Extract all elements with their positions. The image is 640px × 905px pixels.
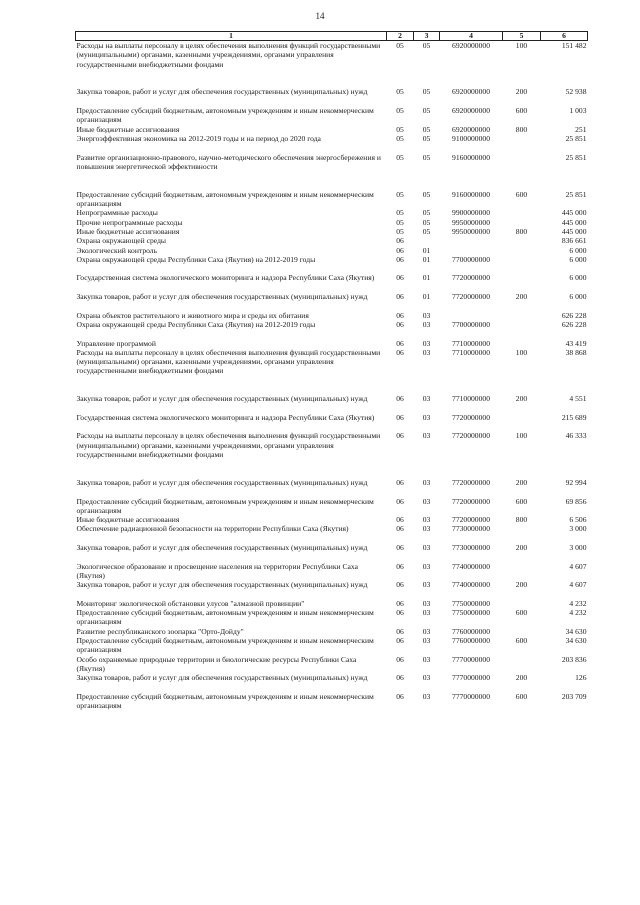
row-amount: 626 228 bbox=[561, 319, 587, 329]
row-subsection: 01 bbox=[422, 245, 431, 255]
row-target-code: 7770000000 bbox=[452, 654, 490, 664]
row-amount: 3 000 bbox=[569, 543, 587, 553]
row-section: 06 bbox=[396, 543, 404, 553]
row-subsection: 03 bbox=[422, 608, 431, 618]
row-expense-type bbox=[503, 273, 541, 292]
row-name: Иные бюджетные ассигнования bbox=[76, 515, 180, 525]
row-spacer bbox=[76, 459, 588, 478]
table-row bbox=[76, 320, 588, 329]
row-amount: 43 419 bbox=[565, 338, 587, 348]
row-expense-type bbox=[503, 208, 541, 217]
row-target-code bbox=[440, 236, 503, 245]
row-target-code: 7720000000 bbox=[452, 412, 490, 422]
row-amount: 34 630 bbox=[565, 636, 587, 645]
row-amount: 69 856 bbox=[565, 496, 587, 506]
row-amount: 151 482 bbox=[561, 41, 587, 50]
row-subsection: 03 bbox=[422, 580, 431, 590]
row-expense-type bbox=[503, 255, 541, 264]
row-spacer bbox=[76, 171, 588, 190]
row-target-code: 7720000000 bbox=[452, 431, 490, 441]
row-subsection: 01 bbox=[422, 273, 431, 283]
row-section: 06 bbox=[396, 319, 404, 329]
row-amount: 25 851 bbox=[565, 152, 587, 162]
row-subsection: 05 bbox=[422, 226, 431, 236]
row-expense-type: 200 bbox=[515, 477, 528, 487]
row-target-code: 7720000000 bbox=[452, 273, 490, 283]
row-subsection: 03 bbox=[422, 412, 431, 422]
budget-table bbox=[75, 31, 588, 710]
row-amount: 203 836 bbox=[561, 654, 587, 664]
table-row bbox=[76, 599, 588, 608]
row-name: Иные бюджетные ассигнования bbox=[76, 226, 180, 236]
row-subsection: 03 bbox=[422, 654, 431, 664]
row-amount: 52 938 bbox=[565, 87, 587, 97]
table-row bbox=[76, 580, 588, 599]
row-spacer bbox=[76, 69, 588, 88]
row-expense-type bbox=[503, 562, 541, 581]
row-name: Предоставление субсидий бюджетным, автономным учреждениям и иным некоммерческим организациям bbox=[76, 496, 374, 515]
row-expense-type bbox=[503, 134, 541, 143]
row-section: 05 bbox=[396, 152, 404, 162]
row-subsection: 05 bbox=[422, 217, 431, 227]
row-section: 06 bbox=[396, 310, 404, 320]
table-row bbox=[76, 348, 588, 376]
row-section: 06 bbox=[396, 245, 404, 255]
row-amount: 4 232 bbox=[569, 608, 587, 618]
row-section: 06 bbox=[396, 580, 404, 590]
row-section: 06 bbox=[396, 412, 404, 422]
row-name: Предоставление субсидий бюджетным, автономным учреждениям и иным некоммерческим организациям bbox=[76, 608, 374, 627]
row-subsection: 03 bbox=[422, 310, 431, 320]
row-target-code: 7710000000 bbox=[452, 394, 490, 404]
row-target-code: 6920000000 bbox=[452, 124, 490, 134]
table-row bbox=[76, 636, 588, 655]
row-section: 06 bbox=[396, 236, 404, 246]
row-expense-type: 100 bbox=[515, 41, 528, 50]
row-name: Прочие непрограммные расходы bbox=[76, 217, 183, 227]
row-expense-type bbox=[503, 413, 541, 432]
row-section: 05 bbox=[396, 217, 404, 227]
row-expense-type: 600 bbox=[515, 636, 528, 645]
row-expense-type: 600 bbox=[515, 496, 528, 506]
row-amount: 38 868 bbox=[565, 347, 587, 357]
row-section: 05 bbox=[396, 124, 404, 134]
row-expense-type bbox=[503, 655, 541, 674]
row-section: 05 bbox=[396, 41, 404, 50]
row-amount: 34 630 bbox=[565, 626, 587, 636]
row-section: 06 bbox=[396, 292, 404, 302]
row-expense-type bbox=[503, 236, 541, 245]
row-expense-type: 600 bbox=[515, 608, 528, 618]
table-row bbox=[76, 106, 588, 125]
row-target-code: 9160000000 bbox=[452, 152, 490, 162]
row-section: 06 bbox=[396, 654, 404, 664]
row-amount: 4 607 bbox=[569, 580, 587, 590]
row-amount: 445 000 bbox=[561, 208, 587, 218]
row-target-code: 7720000000 bbox=[452, 496, 490, 506]
row-name: Охрана окружающей среды bbox=[76, 236, 167, 246]
table-row bbox=[76, 673, 588, 692]
table-row bbox=[76, 515, 588, 524]
row-target-code: 7710000000 bbox=[452, 338, 490, 348]
row-section: 06 bbox=[396, 254, 404, 264]
row-section: 06 bbox=[396, 477, 404, 487]
row-name: Закупка товаров, работ и услуг для обеспечения государственных (муниципальных) нужд bbox=[76, 580, 368, 590]
row-name: Расходы на выплаты персоналу в целях обеспечения выполнения функций государственными (муниципальными) органами, казенными учреждениями, органами управления государственными внебюджетными фондами bbox=[76, 431, 381, 460]
table-row bbox=[76, 413, 588, 432]
table-row bbox=[76, 311, 588, 320]
row-target-code: 7720000000 bbox=[452, 515, 490, 525]
row-amount: 126 bbox=[575, 673, 587, 683]
row-spacer bbox=[76, 329, 588, 338]
row-name: Обеспечение радиационной безопасности на территории Республики Саха (Якутия) bbox=[76, 524, 349, 534]
table-row bbox=[76, 478, 588, 497]
column-header-subsection: 3 bbox=[414, 32, 440, 41]
row-expense-type bbox=[503, 218, 541, 227]
row-target-code: 9160000000 bbox=[452, 189, 490, 199]
row-expense-type: 600 bbox=[515, 106, 528, 116]
row-subsection: 03 bbox=[422, 543, 431, 553]
table-row bbox=[76, 190, 588, 209]
row-target-code: 7730000000 bbox=[452, 524, 490, 534]
row-target-code: 7760000000 bbox=[452, 626, 490, 636]
row-section: 06 bbox=[396, 273, 404, 283]
row-name: Экологическое образование и просвещение населения на территории Республики Саха (Якутия) bbox=[76, 561, 358, 580]
row-section: 06 bbox=[396, 626, 404, 636]
row-amount: 445 000 bbox=[561, 226, 587, 236]
row-subsection: 05 bbox=[422, 152, 431, 162]
table-row bbox=[76, 339, 588, 348]
table-row bbox=[76, 41, 588, 69]
row-section: 06 bbox=[396, 347, 404, 357]
row-name: Предоставление субсидий бюджетным, автономным учреждениям и иным некоммерческим организациям bbox=[76, 636, 374, 655]
row-section: 05 bbox=[396, 226, 404, 236]
row-name: Особо охраняемые природные территории и биологические ресурсы Республики Саха (Якутия) bbox=[76, 654, 357, 673]
column-header-target-code: 4 bbox=[440, 32, 503, 41]
row-expense-type: 600 bbox=[515, 691, 528, 701]
row-amount: 4 551 bbox=[569, 394, 587, 404]
row-spacer bbox=[76, 264, 588, 273]
row-amount: 25 851 bbox=[565, 189, 587, 199]
table-row bbox=[76, 87, 588, 106]
row-section: 06 bbox=[396, 561, 404, 571]
row-subsection: 03 bbox=[422, 515, 431, 525]
column-header-expense-type: 5 bbox=[503, 32, 541, 41]
row-subsection: 03 bbox=[422, 598, 431, 608]
row-subsection: 03 bbox=[422, 338, 431, 348]
row-subsection: 03 bbox=[422, 691, 431, 701]
row-amount: 6 000 bbox=[569, 254, 587, 264]
row-name: Предоставление субсидий бюджетным, автономным учреждениям и иным некоммерческим организациям bbox=[76, 106, 374, 125]
column-header-section: 2 bbox=[387, 32, 414, 41]
row-subsection: 05 bbox=[422, 124, 431, 134]
table-row bbox=[76, 608, 588, 627]
table-row bbox=[76, 524, 588, 543]
row-expense-type: 200 bbox=[515, 673, 528, 683]
row-amount: 6 000 bbox=[569, 292, 587, 302]
row-target-code: 7720000000 bbox=[452, 477, 490, 487]
table-row bbox=[76, 208, 588, 217]
row-expense-type bbox=[503, 311, 541, 320]
row-expense-type bbox=[503, 524, 541, 543]
row-expense-type bbox=[503, 153, 541, 172]
row-subsection: 03 bbox=[422, 524, 431, 534]
row-name: Закупка товаров, работ и услуг для обеспечения государственных (муниципальных) нужд bbox=[76, 394, 368, 404]
row-name: Энергоэффективная экономика на 2012-2019 годы и на период до 2020 года bbox=[76, 133, 321, 143]
table-row bbox=[76, 236, 588, 245]
row-subsection: 03 bbox=[422, 477, 431, 487]
row-amount: 626 228 bbox=[561, 310, 587, 320]
row-subsection: 03 bbox=[422, 431, 431, 441]
row-name: Охрана окружающей среды Республики Саха (Якутия) на 2012-2019 годы bbox=[76, 254, 316, 264]
row-expense-type: 800 bbox=[515, 124, 528, 134]
row-subsection: 03 bbox=[422, 673, 431, 683]
table-row bbox=[76, 627, 588, 636]
row-section: 06 bbox=[396, 636, 404, 645]
row-target-code bbox=[440, 311, 503, 320]
row-amount: 1 003 bbox=[569, 106, 587, 116]
row-section: 05 bbox=[396, 189, 404, 199]
table-row bbox=[76, 543, 588, 562]
row-subsection: 03 bbox=[422, 394, 431, 404]
table-header-row bbox=[76, 32, 588, 41]
row-section: 05 bbox=[396, 106, 404, 116]
row-section: 06 bbox=[396, 524, 404, 534]
row-name: Управление программой bbox=[76, 338, 156, 348]
table-row bbox=[76, 227, 588, 236]
row-amount: 4 232 bbox=[569, 598, 587, 608]
row-target-code: 7710000000 bbox=[452, 347, 490, 357]
column-header-amount: 6 bbox=[541, 32, 588, 41]
row-subsection: 05 bbox=[422, 87, 431, 97]
row-target-code: 7700000000 bbox=[452, 254, 490, 264]
row-name: Экологический контроль bbox=[76, 245, 158, 255]
row-target-code: 7740000000 bbox=[452, 580, 490, 590]
row-expense-type: 200 bbox=[515, 580, 528, 590]
row-name: Иные бюджетные ассигнования bbox=[76, 124, 180, 134]
row-target-code: 7730000000 bbox=[452, 543, 490, 553]
row-expense-type bbox=[503, 246, 541, 255]
row-amount: 25 851 bbox=[565, 133, 587, 143]
row-spacer bbox=[76, 143, 588, 152]
table-row bbox=[76, 125, 588, 134]
row-amount: 6 000 bbox=[569, 273, 587, 283]
row-subsection: 03 bbox=[422, 626, 431, 636]
row-target-code: 7720000000 bbox=[452, 292, 490, 302]
row-name: Государственная система экологического мониторинга и надзора Республики Саха (Якутия) bbox=[76, 412, 375, 422]
row-amount: 836 661 bbox=[561, 236, 587, 246]
row-name: Непрограммные расходы bbox=[76, 208, 158, 218]
row-name: Развитие организационно-правового, научно-методического обеспечения энергосбережения и повышения энергетической эффективности bbox=[76, 152, 381, 171]
row-subsection: 03 bbox=[422, 347, 431, 357]
row-expense-type: 200 bbox=[515, 292, 528, 302]
row-target-code: 7760000000 bbox=[452, 636, 490, 645]
row-expense-type bbox=[503, 339, 541, 348]
row-target-code: 9100000000 bbox=[452, 133, 490, 143]
table-row bbox=[76, 292, 588, 311]
row-section: 06 bbox=[396, 691, 404, 701]
row-subsection: 03 bbox=[422, 319, 431, 329]
row-name: Развитие республиканского зоопарка "Орто-Дойду" bbox=[76, 626, 244, 636]
row-expense-type bbox=[503, 320, 541, 329]
row-target-code: 9950000000 bbox=[452, 217, 490, 227]
row-subsection: 03 bbox=[422, 636, 431, 645]
row-name: Расходы на выплаты персоналу в целях обеспечения выполнения функций государственными (муниципальными) органами, казенными учреждениями, органами управления государственными внебюджетными фондами bbox=[76, 347, 381, 376]
row-subsection: 01 bbox=[422, 292, 431, 302]
row-section: 06 bbox=[396, 598, 404, 608]
row-amount: 92 994 bbox=[565, 477, 587, 487]
row-target-code: 7700000000 bbox=[452, 319, 490, 329]
row-target-code: 7740000000 bbox=[452, 561, 490, 571]
row-name: Закупка товаров, работ и услуг для обеспечения государственных (муниципальных) нужд bbox=[76, 292, 368, 302]
row-subsection: 05 bbox=[422, 133, 431, 143]
table-row bbox=[76, 394, 588, 413]
table-row bbox=[76, 562, 588, 581]
table-row bbox=[76, 497, 588, 516]
row-expense-type: 100 bbox=[515, 431, 528, 441]
row-section: 06 bbox=[396, 608, 404, 618]
row-expense-type: 800 bbox=[515, 226, 528, 236]
row-subsection: 03 bbox=[422, 496, 431, 506]
row-name: Закупка товаров, работ и услуг для обеспечения государственных (муниципальных) нужд bbox=[76, 87, 368, 97]
row-name: Закупка товаров, работ и услуг для обеспечения государственных (муниципальных) нужд bbox=[76, 543, 368, 553]
row-target-code: 6920000000 bbox=[452, 41, 490, 50]
row-subsection: 05 bbox=[422, 208, 431, 218]
row-section: 06 bbox=[396, 515, 404, 525]
row-expense-type bbox=[503, 599, 541, 608]
row-amount: 3 000 bbox=[569, 524, 587, 534]
row-amount: 6 506 bbox=[569, 515, 587, 525]
row-subsection: 05 bbox=[422, 189, 431, 199]
row-amount: 445 000 bbox=[561, 217, 587, 227]
page-number: 14 bbox=[315, 11, 325, 21]
row-name: Мониторинг экологической обстановки улусов "алмазной провинции" bbox=[76, 598, 305, 608]
table-row bbox=[76, 273, 588, 292]
table-row bbox=[76, 255, 588, 264]
row-amount: 46 333 bbox=[565, 431, 587, 441]
table-row bbox=[76, 134, 588, 143]
row-name: Государственная система экологического мониторинга и надзора Республики Саха (Якутия) bbox=[76, 273, 375, 283]
row-expense-type bbox=[503, 627, 541, 636]
row-amount: 203 709 bbox=[561, 691, 587, 701]
row-expense-type: 600 bbox=[515, 189, 528, 199]
table-row bbox=[76, 655, 588, 674]
row-subsection: 03 bbox=[422, 561, 431, 571]
table-row bbox=[76, 431, 588, 459]
row-expense-type: 200 bbox=[515, 543, 528, 553]
row-target-code: 6920000000 bbox=[452, 87, 490, 97]
row-target-code: 7750000000 bbox=[452, 598, 490, 608]
row-target-code: 9900000000 bbox=[452, 208, 490, 218]
table-row bbox=[76, 692, 588, 711]
row-expense-type: 200 bbox=[515, 87, 528, 97]
row-subsection bbox=[414, 236, 440, 245]
row-name: Охрана окружающей среды Республики Саха (Якутия) на 2012-2019 годы bbox=[76, 319, 316, 329]
row-expense-type: 100 bbox=[515, 347, 528, 357]
row-section: 05 bbox=[396, 87, 404, 97]
table-row bbox=[76, 246, 588, 255]
row-amount: 4 607 bbox=[569, 561, 587, 571]
row-amount: 251 bbox=[575, 124, 587, 134]
row-target-code: 6920000000 bbox=[452, 106, 490, 116]
row-amount: 6 000 bbox=[569, 245, 587, 255]
row-target-code: 7770000000 bbox=[452, 673, 490, 683]
row-name: Закупка товаров, работ и услуг для обеспечения государственных (муниципальных) нужд bbox=[76, 477, 368, 487]
row-subsection: 05 bbox=[422, 41, 431, 50]
row-name: Охрана объектов растительного и животного мира и среды их обитания bbox=[76, 310, 309, 320]
row-subsection: 05 bbox=[422, 106, 431, 116]
row-target-code: 7750000000 bbox=[452, 608, 490, 618]
row-target-code: 7770000000 bbox=[452, 691, 490, 701]
row-name: Предоставление субсидий бюджетным, автономным учреждениям и иным некоммерческим организациям bbox=[76, 691, 374, 711]
row-name: Расходы на выплаты персоналу в целях обеспечения выполнения функций государственными (муниципальными) органами, казенными учреждениями, органами управления государственными внебюджетными фондами bbox=[76, 41, 381, 69]
row-name: Предоставление субсидий бюджетным, автономным учреждениям и иным некоммерческим организациям bbox=[76, 189, 374, 209]
column-header-name: 1 bbox=[76, 32, 387, 41]
row-section: 06 bbox=[396, 431, 404, 441]
row-section: 06 bbox=[396, 496, 404, 506]
row-section: 05 bbox=[396, 133, 404, 143]
row-section: 05 bbox=[396, 208, 404, 218]
row-expense-type: 200 bbox=[515, 394, 528, 404]
row-expense-type: 800 bbox=[515, 515, 528, 525]
row-target-code: 9950000000 bbox=[452, 226, 490, 236]
row-target-code bbox=[440, 246, 503, 255]
row-section: 06 bbox=[396, 338, 404, 348]
row-name: Закупка товаров, работ и услуг для обеспечения государственных (муниципальных) нужд bbox=[76, 673, 368, 683]
row-subsection: 01 bbox=[422, 254, 431, 264]
row-spacer bbox=[76, 376, 588, 395]
table-row bbox=[76, 153, 588, 172]
row-section: 06 bbox=[396, 394, 404, 404]
table-row bbox=[76, 218, 588, 227]
row-amount: 215 689 bbox=[561, 412, 587, 422]
row-section: 06 bbox=[396, 673, 404, 683]
